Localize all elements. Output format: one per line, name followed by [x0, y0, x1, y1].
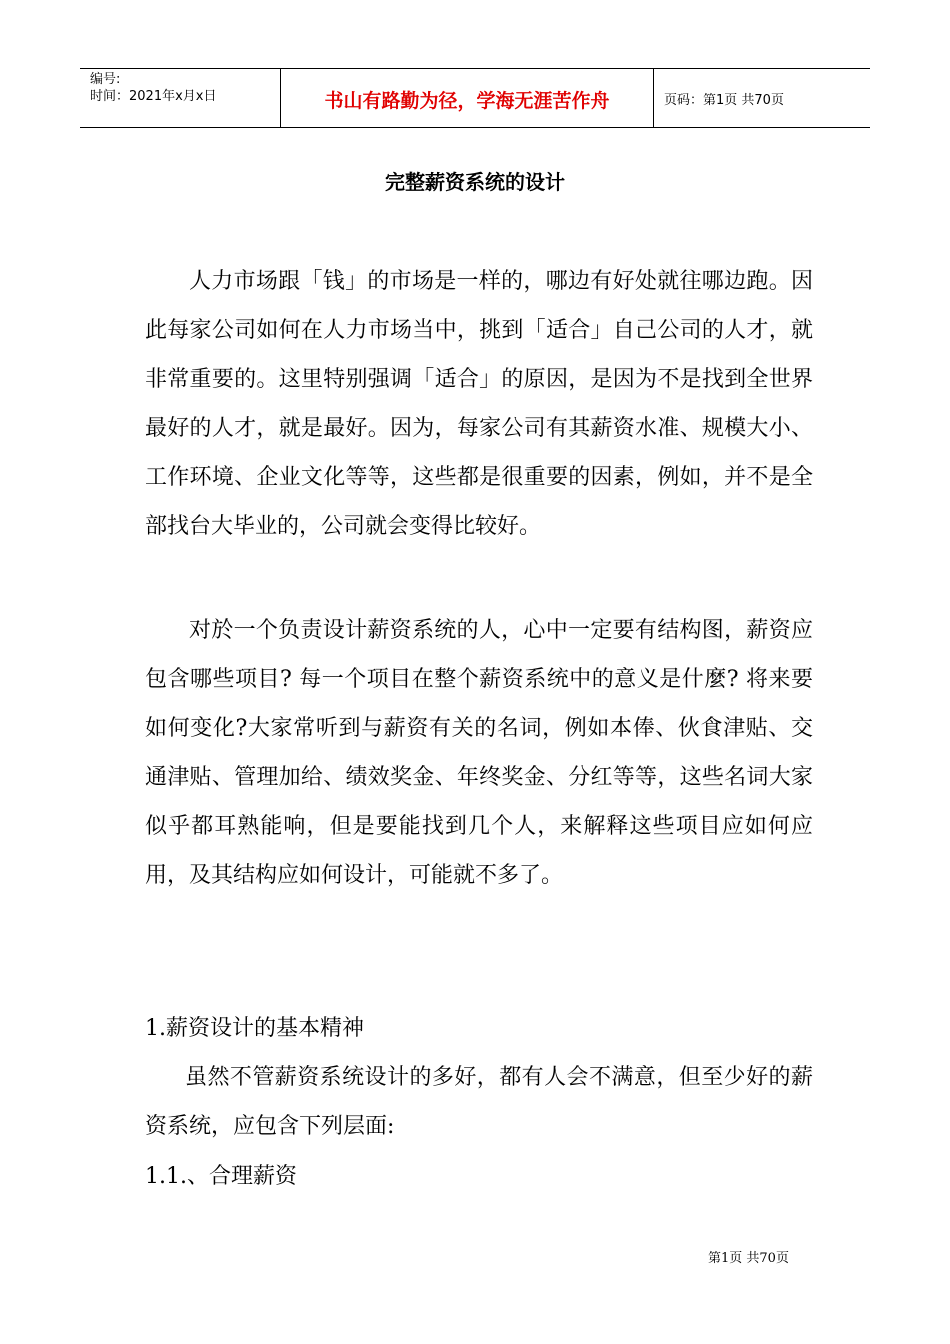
number-label: 编号:	[90, 72, 121, 87]
section-1-1-heading: 1.1.、合理薪资	[145, 1164, 297, 1189]
page-footer: 第1页 共70页	[708, 1251, 789, 1266]
paragraph-1: 人力市场跟「钱」的市场是一样的，哪边有好处就往哪边跑。因此每家公司如何在人力市场当中，挑到「适合」自己公司的人才，就非常重要的。这里特别强调「适合」的原因，是因为不是找到全世界最好的人才，就是最好。因为，每家公司有其薪资水准、规模大小、工作环境、企业文化等等，这些都是很重要的因素，例如，并不是全部找台大毕业的，公司就会变得比较好。	[145, 269, 813, 539]
time-label: 时间：2021年x月x日	[90, 89, 217, 104]
header-motto: 书山有路勤为径，学海无涯苦作舟	[281, 69, 654, 127]
document-title: 完整薪资系统的设计	[385, 170, 565, 194]
section-1-heading: 1.薪资设计的基本精神	[145, 1016, 364, 1041]
header-meta	[80, 69, 281, 127]
paragraph-2: 对於一个负责设计薪资系统的人，心中一定要有结构图，薪资应包含哪些项目? 每一个项目在整个薪资系统中的意义是什麼? 将来要如何变化?大家常听到与薪资有关的名词，例如本俸、伙食津贴、交通津贴、管理加给、绩效奖金、年终奖金、分红等等，这些名词大家似乎都耳熟能响，但是要能找到几个人，来解释这些项目应如何应用，及其结构应如何设计，可能就不多了。	[145, 618, 813, 888]
section-1-paragraph: 虽然不管薪资系统设计的多好，都有人会不满意，但至少好的薪资系统，应包含下列层面:	[145, 1065, 813, 1139]
page-header	[80, 68, 870, 128]
header-page-info: 页码：第1页 共70页	[664, 92, 784, 108]
